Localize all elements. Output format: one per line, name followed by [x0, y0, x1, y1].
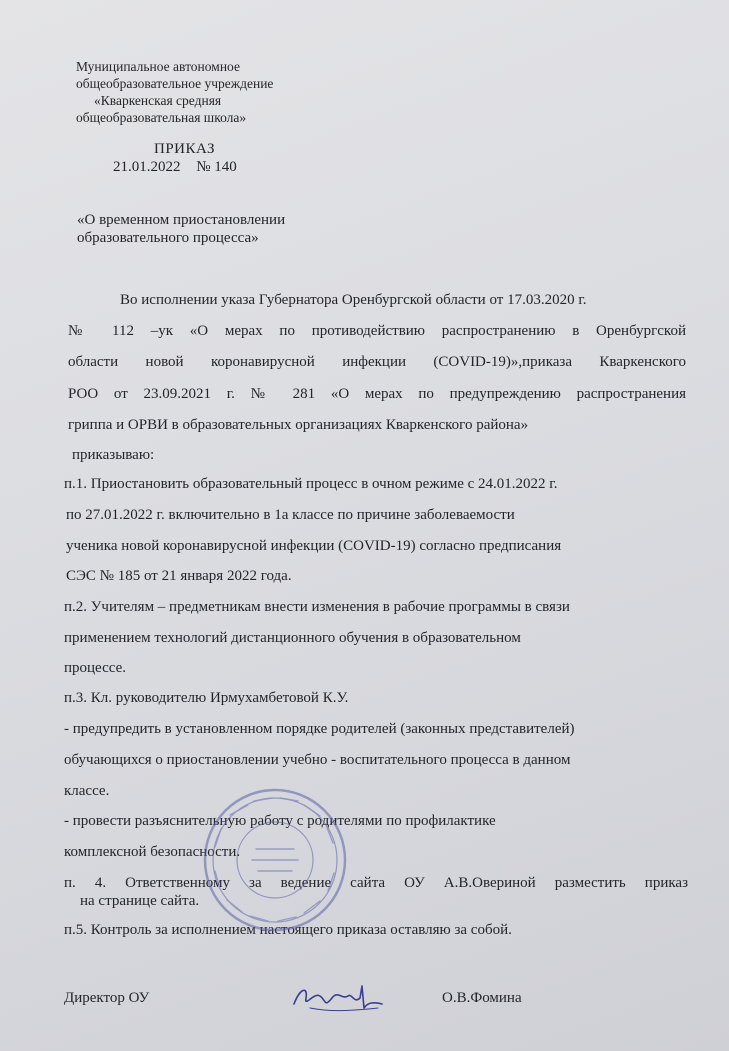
body-line-18: - провести разъяснительную работу с родителями по профилактике	[64, 813, 496, 829]
order-number: № 140	[196, 159, 237, 175]
signatory-position: Директор ОУ	[64, 990, 150, 1006]
body-line-16: обучающихся о приостановлении учебно - воспитательного процесса в данном	[64, 752, 571, 768]
body-line-21: на странице сайта.	[80, 893, 200, 909]
body-line-20: п. 4. Ответственному за ведение сайта ОУ А.В.Овериной разместить приказ	[64, 875, 688, 891]
signature-icon	[290, 978, 385, 1016]
body-line-7: п.1. Приостановить образовательный процесс в очном режиме с 24.01.2022 г.	[64, 476, 558, 492]
organization-header	[76, 58, 273, 126]
body-line-5: гриппа и ОРВИ в образовательных организациях Кваркенского района»	[68, 417, 529, 433]
body-line-15: - предупредить в установленном порядке родителей (законных представителей)	[64, 721, 575, 737]
body-line-1: Во исполнении указа Губернатора Оренбургской области от 17.03.2020 г.	[120, 292, 587, 308]
body-line-10: СЭС № 185 от 21 января 2022 года.	[66, 568, 292, 584]
subject-line-1: «О временном приостановлении	[77, 212, 286, 228]
body-line-19: комплексной безопасности.	[64, 844, 241, 860]
org-line-4: общеобразовательная школа»	[76, 110, 247, 125]
org-line-2: общеобразовательное учреждение	[76, 76, 274, 91]
body-line-4: РОО от 23.09.2021 г. № 281 «О мерах по предупреждению распространения	[68, 386, 686, 402]
signatory-name: О.В.Фомина	[442, 990, 522, 1006]
body-line-14: п.3. Кл. руководителю Ирмухамбетовой К.У.	[64, 690, 349, 706]
order-date: 21.01.2022	[113, 159, 181, 175]
body-line-11: п.2. Учителям – предметникам внести изменения в рабочие программы в связи	[64, 599, 570, 615]
body-line-8: по 27.01.2022 г. включительно в 1а классе по причине заболеваемости	[66, 507, 515, 523]
body-line-2: № 112 –ук «О мерах по противодействию распространению в Оренбургской	[68, 323, 686, 339]
order-subject	[77, 211, 285, 247]
body-line-13: процессе.	[64, 660, 126, 676]
body-line-9: ученика новой коронавирусной инфекции (COVID-19) согласно предписания	[66, 538, 562, 554]
body-line-17: классе.	[64, 783, 110, 799]
order-dateline	[113, 159, 237, 176]
body-line-22: п.5. Контроль за исполнением настоящего приказа оставляю за собой.	[64, 922, 512, 938]
body-line-12: применением технологий дистанционного обучения в образовательном	[64, 630, 521, 646]
org-line-3: «Кваркенская средняя	[94, 93, 222, 108]
body-line-6: приказываю:	[72, 447, 155, 463]
org-line-1: Муниципальное автономное	[76, 59, 240, 74]
subject-line-2: образовательного процесса»	[77, 230, 259, 246]
order-title: ПРИКАЗ	[154, 141, 215, 157]
body-line-3: области новой коронавирусной инфекции (COVID-19)»,приказа Кваркенского	[68, 354, 686, 370]
official-seal	[200, 785, 350, 935]
